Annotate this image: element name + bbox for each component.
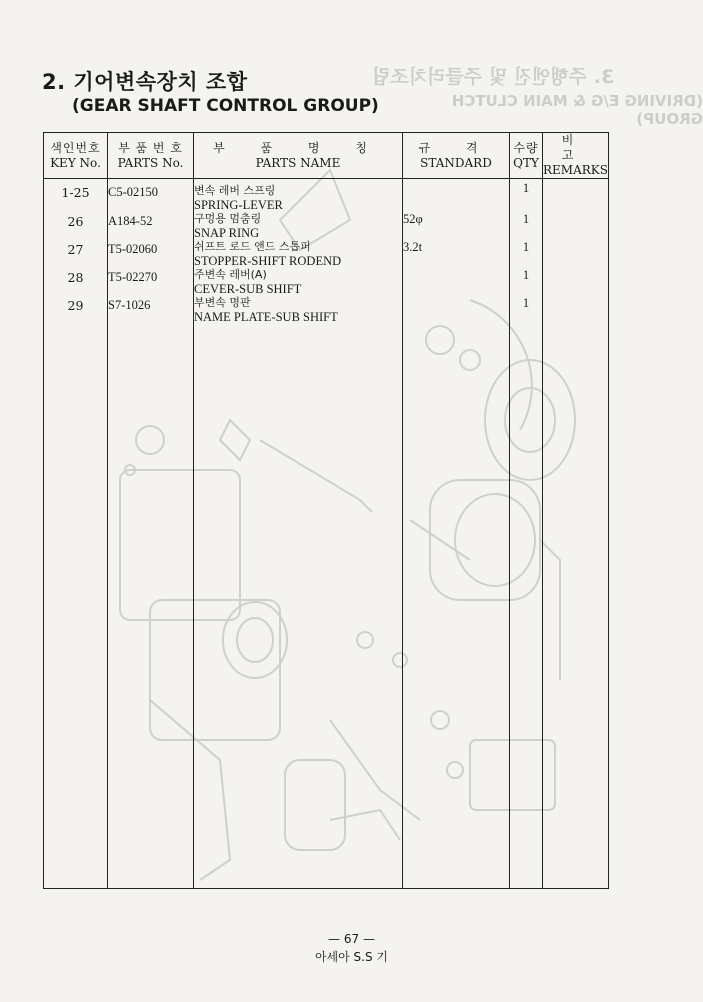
key-no-cell: 27 xyxy=(44,240,108,268)
parts-name-cell xyxy=(194,268,403,296)
standard-cell xyxy=(403,179,510,213)
key-no-cell: 29 xyxy=(44,296,108,889)
header-standard-en: STANDARD xyxy=(420,155,492,170)
parts-no-cell: C5-02150 xyxy=(108,179,194,213)
qty-cell: 1 xyxy=(510,179,543,213)
parts-name-en: STOPPER-SHIFT RODEND xyxy=(194,254,342,268)
key-no-cell: 1-25 xyxy=(44,179,108,213)
standard-cell xyxy=(403,268,510,296)
parts-name-ko: 변속 레버 스프링 xyxy=(194,184,276,197)
header-parts-no xyxy=(108,133,194,179)
parts-name-en: NAME PLATE-SUB SHIFT xyxy=(194,310,338,324)
standard-cell: 3.2t xyxy=(403,240,510,268)
header-remarks xyxy=(543,133,609,179)
parts-name-cell xyxy=(194,240,403,268)
header-parts-no-en: PARTS No. xyxy=(117,155,184,170)
standard-cell: 52φ xyxy=(403,212,510,240)
key-no-cell: 26 xyxy=(44,212,108,240)
header-remarks-ko: 비 고 xyxy=(561,133,590,162)
page-title-english: (GEAR SHAFT CONTROL GROUP) xyxy=(72,96,379,116)
header-standard-ko: 규 격 xyxy=(418,140,494,155)
table-row xyxy=(44,268,609,296)
key-no-cell: 28 xyxy=(44,268,108,296)
remarks-cell xyxy=(543,212,609,240)
table-row xyxy=(44,212,609,240)
parts-list-table xyxy=(43,132,609,889)
parts-name-en: SNAP RING xyxy=(194,226,260,240)
table-row xyxy=(44,296,609,889)
header-parts-name xyxy=(194,133,403,179)
qty-cell: 1 xyxy=(510,296,543,889)
parts-name-ko: 구멍용 멈춤링 xyxy=(194,212,262,225)
header-key-no xyxy=(44,133,108,179)
page-title-korean: 2. 기어변속장치 조합 xyxy=(42,70,248,94)
standard-cell xyxy=(403,296,510,889)
parts-name-cell xyxy=(194,212,403,240)
header-parts-name-ko: 부 품 명 칭 xyxy=(213,140,383,155)
remarks-cell xyxy=(543,296,609,889)
parts-name-en: SPRING-LEVER xyxy=(194,198,283,212)
remarks-cell xyxy=(543,179,609,213)
bleed-through-title-en: (DRIVING E/G & MAIN CLUTCH GROUP) xyxy=(451,92,703,128)
footer-model-name: 아세아 S.S 기 xyxy=(314,950,389,964)
parts-name-cell xyxy=(194,179,403,213)
remarks-cell xyxy=(543,240,609,268)
page-number: — 67 — xyxy=(328,932,375,946)
header-qty xyxy=(510,133,543,179)
bleed-through-title-ko: 3. 주행엔진 및 주클러치조립 xyxy=(372,66,615,88)
header-remarks-en: REMARKS xyxy=(543,163,608,177)
table-header-row xyxy=(44,133,609,179)
header-parts-no-ko: 부 품 번 호 xyxy=(118,140,183,155)
parts-name-ko: 쉬프트 로드 앤드 스톱퍼 xyxy=(194,240,311,253)
parts-no-cell: S7-1026 xyxy=(108,296,194,889)
header-key-no-ko: 색인번호 xyxy=(50,140,101,155)
qty-cell: 1 xyxy=(510,268,543,296)
header-qty-ko: 수량 xyxy=(513,140,539,155)
parts-no-cell: A184-52 xyxy=(108,212,194,240)
parts-name-cell xyxy=(194,296,403,889)
table-row xyxy=(44,240,609,268)
parts-name-ko: 부변속 명판 xyxy=(194,296,251,309)
header-key-no-en: KEY No. xyxy=(50,155,101,170)
header-qty-en: QTY xyxy=(513,155,539,170)
remarks-cell xyxy=(543,268,609,296)
qty-cell: 1 xyxy=(510,212,543,240)
parts-name-ko: 주변속 레버(A) xyxy=(194,268,267,281)
table-row xyxy=(44,179,609,213)
qty-cell: 1 xyxy=(510,240,543,268)
parts-no-cell: T5-02270 xyxy=(108,268,194,296)
parts-no-cell: T5-02060 xyxy=(108,240,194,268)
parts-name-en: CEVER-SUB SHIFT xyxy=(194,282,302,296)
header-standard xyxy=(403,133,510,179)
header-parts-name-en: PARTS NAME xyxy=(255,155,341,170)
